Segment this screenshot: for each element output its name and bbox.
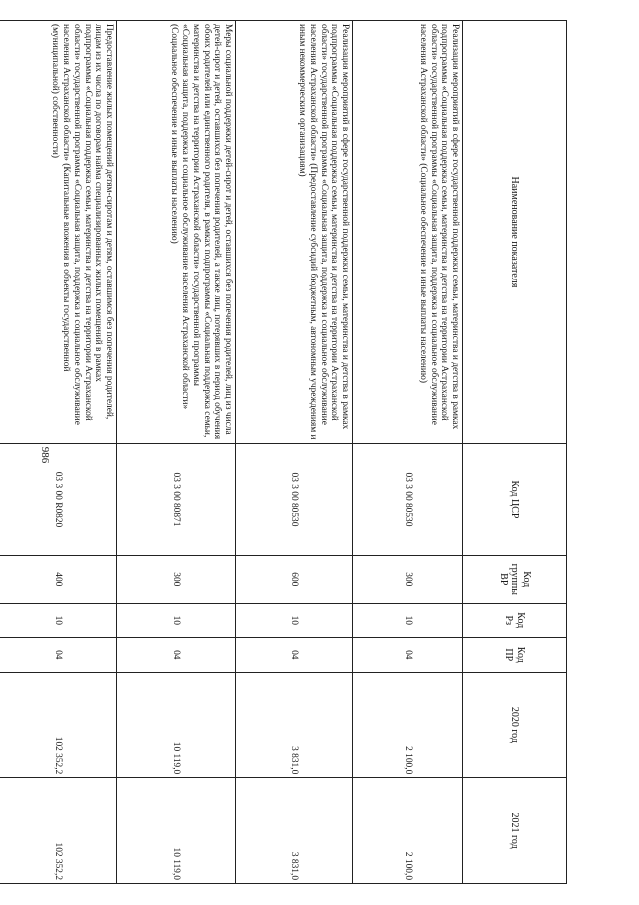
cell-2021: 10 119,0	[117, 778, 236, 884]
budget-table	[0, 20, 567, 884]
cell-pr: 04	[236, 638, 353, 673]
cell-name: Реализация мероприятий в сфере государственной поддержки семьи, материнства и детства в рамках подпрограммы «Социальная поддержка семьи, материнства и детства на территории Астраханской области» государственной программы «Социальная защита, поддержка и социальное обслуживание населения Астраханской области» (Социальное обеспечение и иные выплаты населению)	[353, 21, 463, 444]
cell-name: Меры социальной поддержки детей-сирот и детей, оставшихся без попечения родителей, лиц из числа детей-сирот и детей, оставшихся без попечения родителей, а также лиц, потерявших в период обучения обоих родителей или единственного родителя, в рамках подпрограммы «Социальная поддержка семьи, материнства и детства на территории Астраханской области» государственной программы «Социальная защита, поддержка и социальное обслуживание населения Астраханской области» (Социальное обеспечение и иные выплаты населению)	[117, 21, 236, 444]
cell-csr: 03 3 00 80871	[117, 443, 236, 555]
table-row	[0, 21, 117, 884]
cell-rz: 10	[236, 603, 353, 638]
cell-2020: 10 119,0	[117, 672, 236, 778]
header-pr: Код ПР	[463, 638, 567, 673]
cell-csr: 03 3 00 80530	[236, 443, 353, 555]
cell-2021: 102 352,2	[0, 778, 117, 884]
cell-vr: 300	[353, 556, 463, 603]
cell-pr: 04	[0, 638, 117, 673]
cell-rz: 10	[353, 603, 463, 638]
cell-2020: 2 100,0	[353, 672, 463, 778]
cell-vr: 400	[0, 556, 117, 603]
cell-vr: 300	[117, 556, 236, 603]
cell-2020: 3 831,0	[236, 672, 353, 778]
page-number: 986	[39, 446, 51, 464]
cell-vr: 600	[236, 556, 353, 603]
table-row	[353, 21, 463, 884]
header-csr: Код ЦСР	[463, 443, 567, 555]
cell-csr: 03 3 00 80530	[353, 443, 463, 555]
cell-pr: 04	[117, 638, 236, 673]
cell-pr: 04	[353, 638, 463, 673]
table-row	[236, 21, 353, 884]
cell-2021: 3 831,0	[236, 778, 353, 884]
cell-rz: 10	[0, 603, 117, 638]
cell-csr: 03 3 00 R0820	[0, 443, 117, 555]
cell-rz: 10	[117, 603, 236, 638]
budget-table-frame	[50, 20, 567, 884]
table-header-row	[463, 21, 567, 884]
header-rz: Код Рз	[463, 603, 567, 638]
header-name: Наименование показателя	[463, 21, 567, 444]
cell-2020: 102 352,2	[0, 672, 117, 778]
cell-name: Реализация мероприятий в сфере государственной поддержки семьи, материнства и детства в рамках подпрограммы «Социальная поддержка семьи, материнства и детства на территории Астраханской области» государственной программы «Социальная защита, поддержка и социальное обслуживание населения Астраханской области» (Предоставление субсидий бюджетным, автономным учреждениям и иным некоммерческим организациям)	[236, 21, 353, 444]
cell-2021: 2 100,0	[353, 778, 463, 884]
header-2021: 2021 год	[463, 778, 567, 884]
table-row	[117, 21, 236, 884]
header-vr: Код группы ВР	[463, 556, 567, 603]
cell-name: Предоставление жилых помещений детям-сиротам и детям, оставшимся без попечения родителей, лицам из их числа по договорам найма специализированных жилых помещений в рамках подпрограммы «Социальная поддержка семьи, материнства и детства на территории Астраханской области» государственной программы «Социальная защита, поддержка и социальное обслуживание населения Астраханской области» (Капитальные вложения в объекты государственной (муниципальной) собственности)	[0, 21, 117, 444]
header-2020: 2020 год	[463, 672, 567, 778]
